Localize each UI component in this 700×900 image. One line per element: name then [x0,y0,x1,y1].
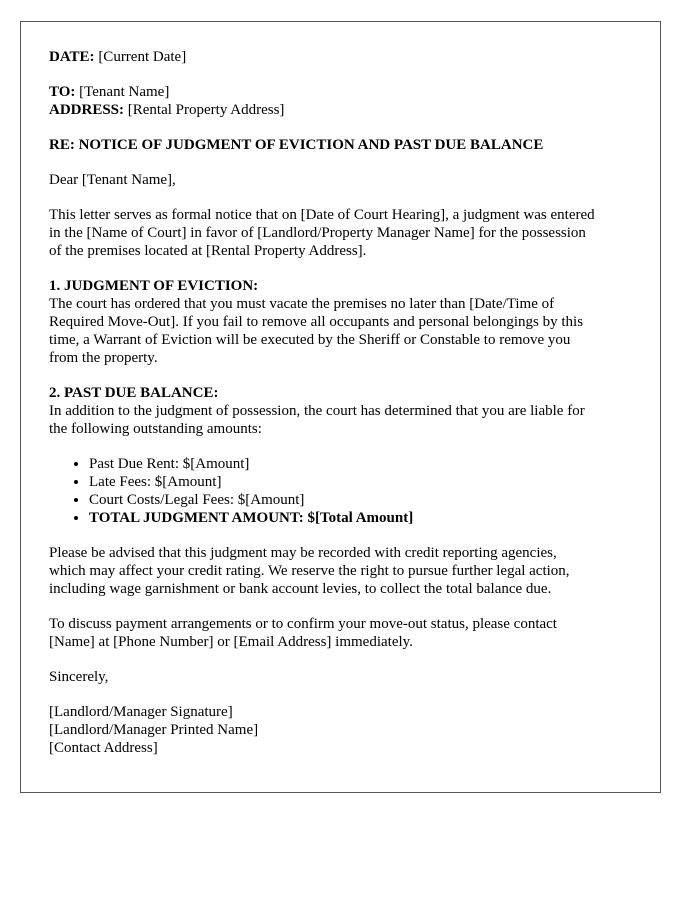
to-label: TO: [49,84,76,100]
text-line: the following outstanding amounts: [49,421,262,437]
intro-paragraph [49,206,632,260]
salutation: Dear [Tenant Name], [49,172,176,188]
text-line: This letter serves as formal notice that on [Date of Court Hearing], a judgment was entered [49,207,595,223]
address-label: ADDRESS: [49,102,125,118]
text-line: To discuss payment arrangements or to confirm your move-out status, please contact [49,616,557,632]
subject-text: RE: NOTICE OF JUDGMENT OF EVICTION AND PAST DUE BALANCE [49,137,544,153]
text-line: time, a Warrant of Eviction will be executed by the Sheriff or Constable to remove you [49,332,571,348]
text-line: which may affect your credit rating. We reserve the right to pursue further legal action, [49,563,570,579]
recipient-block [49,83,632,119]
subject-line [49,136,632,154]
list-item: • Late Fees: $[Amount] [89,473,632,491]
printed-name-line: [Landlord/Manager Printed Name] [49,722,259,738]
list-item: • Court Costs/Legal Fees: $[Amount] [89,491,632,509]
text-line: including wage garnishment or bank account levies, to collect the total balance due. [49,581,552,597]
amounts-list [49,455,632,527]
to-line [49,83,632,101]
contact-paragraph [49,615,632,651]
total-text: TOTAL JUDGMENT AMOUNT: $[Total Amount] [89,510,414,526]
text-line: from the property. [49,350,158,366]
text-line: Please be advised that this judgment may be recorded with credit reporting agencies, [49,545,557,561]
date-label: DATE: [49,49,95,65]
list-item: • Past Due Rent: $[Amount] [89,455,632,473]
closing: Sincerely, [49,669,109,685]
section-heading: 1. JUDGMENT OF EVICTION: [49,278,259,294]
section-eviction [49,277,632,367]
text-line: of the premises located at [Rental Property Address]. [49,243,367,259]
advisory-paragraph [49,544,632,598]
letter [20,21,661,793]
text-line: in the [Name of Court] in favor of [Landlord/Property Manager Name] for the possession [49,225,586,241]
signature-line: [Landlord/Manager Signature] [49,704,233,720]
signature-block [49,703,632,757]
date-value: [Current Date] [98,49,187,65]
address-line [49,101,632,119]
to-value: [Tenant Name] [79,84,170,100]
section-heading: 2. PAST DUE BALANCE: [49,385,219,401]
address-value: [Rental Property Address] [127,102,285,118]
text-line: In addition to the judgment of possession, the court has determined that you are liable for [49,403,585,419]
text-line: Required Move-Out]. If you fail to remove all occupants and personal belongings by this [49,314,584,330]
contact-address-line: [Contact Address] [49,740,158,756]
total-item [89,509,632,527]
text-line: The court has ordered that you must vacate the premises no later than [Date/Time of [49,296,555,312]
section-balance [49,384,632,438]
text-line: [Name] at [Phone Number] or [Email Address] immediately. [49,634,413,650]
date-line [49,48,632,66]
